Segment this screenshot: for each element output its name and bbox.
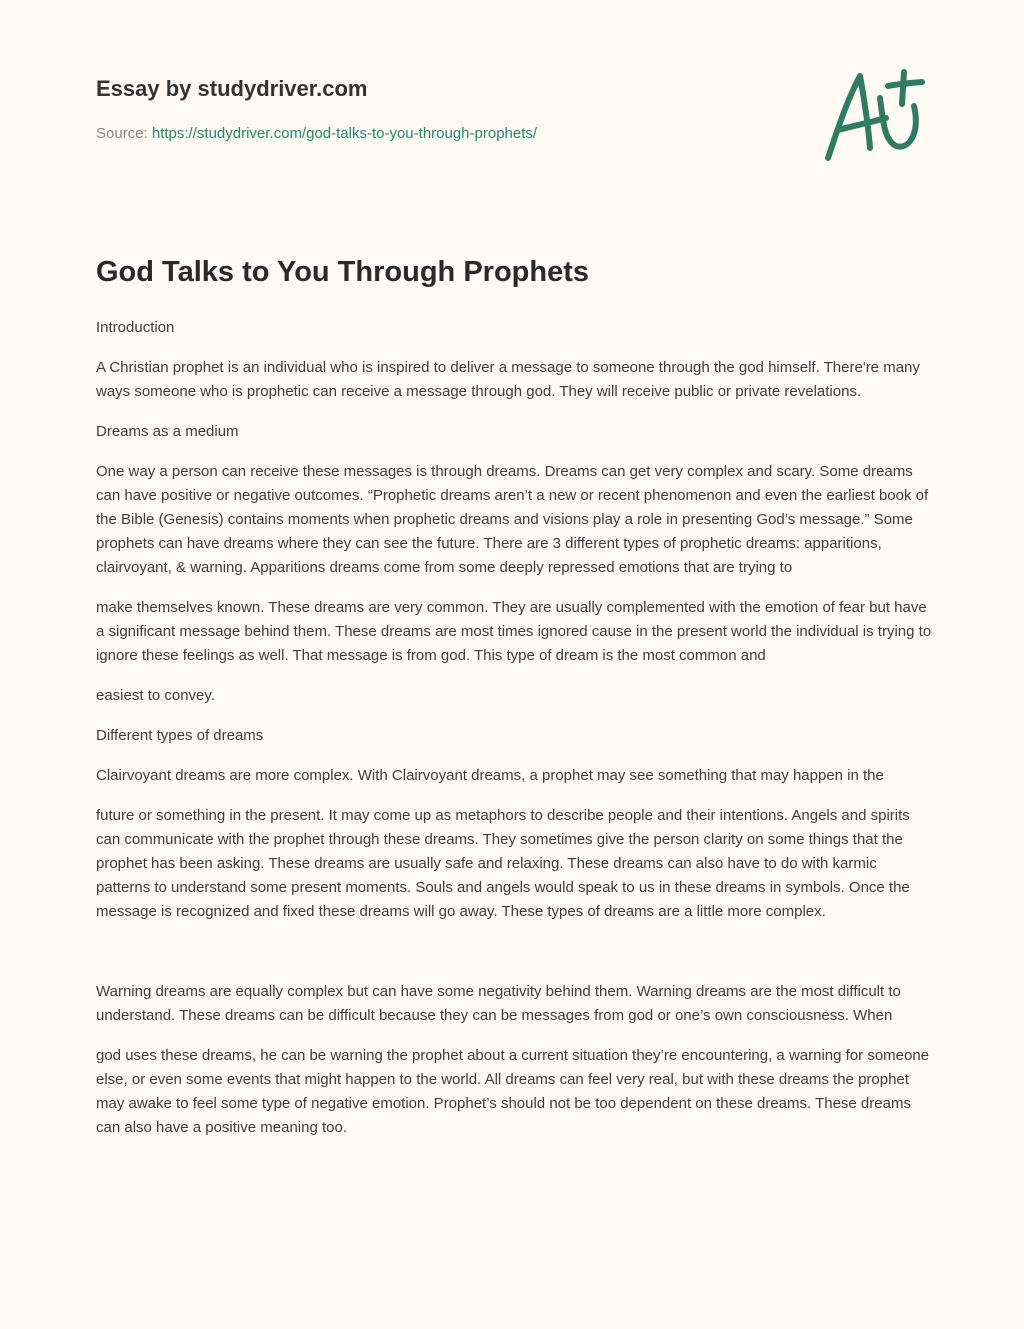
paragraph: A Christian prophet is an individual who is inspired to deliver a message to someone through the god himself. There're many ways someone who is prophetic can receive a message through god. They will receive public or private revelations. — [96, 359, 920, 400]
paragraph: make themselves known. These dreams are very common. They are usually complemented with the emotion of fear but have a significant message behind them. These dreams are most times ignored cause in the present world the individual is trying to ignore these feelings as well. That message is from god. This type of dream is the most common and — [96, 599, 932, 664]
site-brand: Essay by studydriver.com — [96, 76, 368, 101]
section-heading: Introduction — [96, 319, 175, 336]
essay-body — [96, 316, 932, 1156]
source-link[interactable]: https://studydriver.com/god-talks-to-you-through-prophets/ — [151, 125, 538, 142]
source-line — [96, 125, 537, 142]
paragraph: god uses these dreams, he can be warning the prophet about a current situation they’re encountering, a warning for someone else, or even some events that might happen to the world. All dreams can feel very real, but with these dreams the prophet may awake to feel some type of negative emotion. Prophet’s should not be too dependent on these dreams. These dreams can also have a positive meaning too. — [96, 1047, 930, 1136]
paragraph: future or something in the present. It may come up as metaphors to describe people and their intentions. Angels and spirits can communicate with the prophet through these dreams. They sometimes give the person clarity on some things that the prophet has been asking. These dreams are usually safe and relaxing. These dreams can also have to do with karmic patterns to understand some present moments. Souls and angels would speak to us in these dreams in symbols. Once the message is recognized and fixed these dreams will go away. These types of dreams are a little more complex. — [96, 807, 910, 920]
paragraph: Warning dreams are equally complex but can have some negativity behind them. Warning dreams are the most difficult to understand. These dreams can be difficult because they can be messages from god or one’s own consciousness. When — [96, 983, 901, 1024]
essay-title: God Talks to You Through Prophets — [96, 256, 589, 288]
source-label: Source: — [96, 125, 148, 142]
section-heading: Different types of dreams — [96, 727, 264, 744]
paragraph: Clairvoyant dreams are more complex. With Clairvoyant dreams, a prophet may see something that may happen in the — [96, 767, 884, 784]
section-heading: Dreams as a medium — [96, 423, 239, 440]
a-plus-logo-icon — [818, 68, 928, 164]
paragraph: easiest to convey. — [96, 687, 215, 704]
paragraph: One way a person can receive these messages is through dreams. Dreams can get very complex and scary. Some dreams can have positive or negative outcomes. “Prophetic dreams aren’t a new or recent phenomenon and even the earliest book of the Bible (Genesis) contains moments when prophetic dreams and visions play a role in presenting God’s message.” Some prophets can have dreams where they can see the future. There are 3 different types of prophetic dreams: apparitions, clairvoyant, & warning. Apparitions dreams come from some deeply repressed emotions that are trying to — [96, 463, 929, 576]
